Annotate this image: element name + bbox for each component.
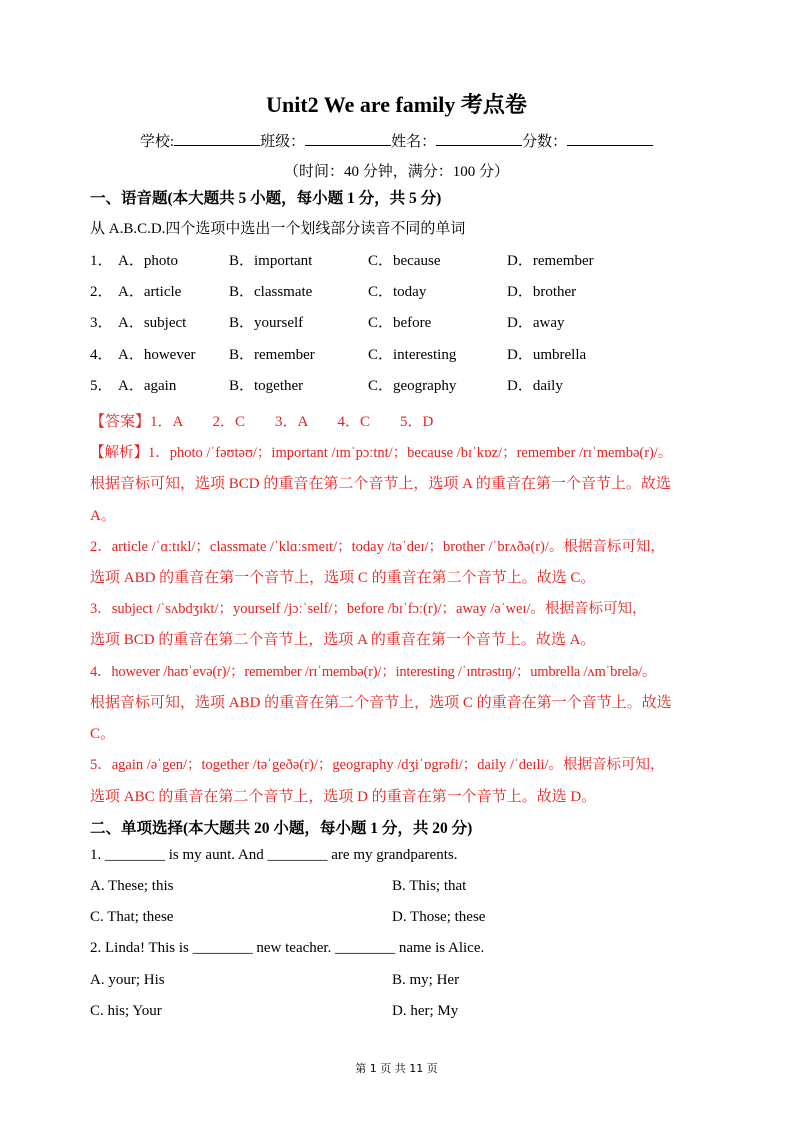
option-c: C．because <box>368 253 441 269</box>
option-d: D．brother <box>507 284 577 300</box>
analysis-line: 5．again /əˈgen/；together /təˈgeðə(r)/；geography /dʒiˈɒgrəfi/；daily /ˈdeɪli/。根据音标可知， <box>90 757 665 773</box>
analysis-line: 2．article /ˈɑːtɪkl/；classmate /ˈklɑːsmeɪt/；today /təˈdeɪ/；brother /ˈbrʌðə(r)/。根据音标可知， <box>90 539 665 555</box>
analysis-line: 根据音标可知，选项 ABD 的重音在第二个音节上，选项 C 的重音在第一个音节上。故选 <box>90 695 672 711</box>
analysis-line: 4．however /haʊˈevə(r)/；remember /rɪˈmembə(r)/；interesting /ˈɪntrəstɪŋ/；umbrella /ʌmˈbrelə/。 <box>90 664 657 680</box>
score-label: 分数： <box>522 134 568 150</box>
student-info-fields <box>0 130 793 151</box>
option-b: B. my; Her <box>392 972 460 988</box>
question-stem: 1. ________ is my aunt. And ________ are my grandparents. <box>90 847 458 863</box>
school-label: 学校: <box>139 134 175 150</box>
option-d: D. Those; these <box>392 909 486 925</box>
option-a: A. your; His <box>90 972 165 988</box>
option-a: A．however <box>118 347 196 363</box>
option-b: B．yourself <box>229 315 304 331</box>
question-number: 4． <box>90 347 113 363</box>
school-blank[interactable] <box>174 131 260 146</box>
analysis-line: 选项 ABD 的重音在第一个音节上，选项 C 的重音在第二个音节上。故选 C。 <box>90 570 596 586</box>
analysis-line: 【解析】1．photo /ˈfəʊtəʊ/；important /ɪmˈpɔːtnt/；because /bɪˈkɒz/；remember /rɪˈmembə(r)/。 <box>90 445 673 461</box>
option-c: C．interesting <box>368 347 457 363</box>
class-label: 班级： <box>260 134 306 150</box>
page-title: Unit2 We are family 考点卷 <box>266 92 527 117</box>
option-a: A. These; this <box>90 878 174 894</box>
section2-heading: 二、单项选择(本大题共 20 小题，每小题 1 分，共 20 分) <box>90 820 473 837</box>
option-d: D．umbrella <box>507 347 587 363</box>
option-a: A．photo <box>118 253 179 269</box>
option-a: A．article <box>118 284 182 300</box>
analysis-line: 根据音标可知，选项 BCD 的重音在第二个音节上，选项 A 的重音在第一个音节上。故选 <box>90 476 671 492</box>
name-blank[interactable] <box>436 131 522 146</box>
analysis-line: C。 <box>90 726 116 742</box>
option-b: B. This; that <box>392 878 467 894</box>
option-c: C. his; Your <box>90 1003 162 1019</box>
option-c: C．geography <box>368 378 457 394</box>
section1-instruction: 从 A.B.C.D.四个选项中选出一个划线部分读音不同的单词 <box>90 221 466 237</box>
analysis-line: 选项 ABC 的重音在第二个音节上，选项 D 的重音在第一个音节上。故选 D。 <box>90 789 597 805</box>
name-label: 姓名： <box>391 134 437 150</box>
option-d: D．daily <box>507 378 563 394</box>
option-d: D．remember <box>507 253 594 269</box>
option-a: A．again <box>118 378 177 394</box>
score-blank[interactable] <box>567 131 653 146</box>
question-number: 2． <box>90 284 113 300</box>
option-b: B．together <box>229 378 304 394</box>
option-b: B．remember <box>229 347 315 363</box>
class-blank[interactable] <box>305 131 391 146</box>
option-c: C. That; these <box>90 909 174 925</box>
analysis-line: A。 <box>90 508 116 524</box>
option-b: B．important <box>229 253 313 269</box>
analysis-line: 选项 BCD 的重音在第二个音节上，选项 A 的重音在第一个音节上。故选 A。 <box>90 632 596 648</box>
option-d: D．away <box>507 315 565 331</box>
option-a: A．subject <box>118 315 187 331</box>
question-number: 5． <box>90 378 113 394</box>
question-number: 3． <box>90 315 113 331</box>
option-c: C．today <box>368 284 427 300</box>
question-number: 1． <box>90 253 113 269</box>
option-d: D. her; My <box>392 1003 459 1019</box>
analysis-line: 3．subject /ˈsʌbdʒɪkt/；yourself /jɔːˈself/；before /bɪˈfɔː(r)/；away /əˈweɪ/。根据音标可知， <box>90 601 647 617</box>
option-b: B．classmate <box>229 284 313 300</box>
time-note: （时间：40 分钟，满分：100 分） <box>283 164 509 180</box>
answer-line: 【答案】1．A 2．C 3．A 4．C 5．D <box>90 414 434 430</box>
option-c: C．before <box>368 315 432 331</box>
page-footer: 第 1 页 共 11 页 <box>355 1062 438 1075</box>
section1-heading: 一、语音题(本大题共 5 小题，每小题 1 分，共 5 分) <box>90 190 442 207</box>
question-stem: 2. Linda! This is ________ new teacher. ________ name is Alice. <box>90 940 485 956</box>
